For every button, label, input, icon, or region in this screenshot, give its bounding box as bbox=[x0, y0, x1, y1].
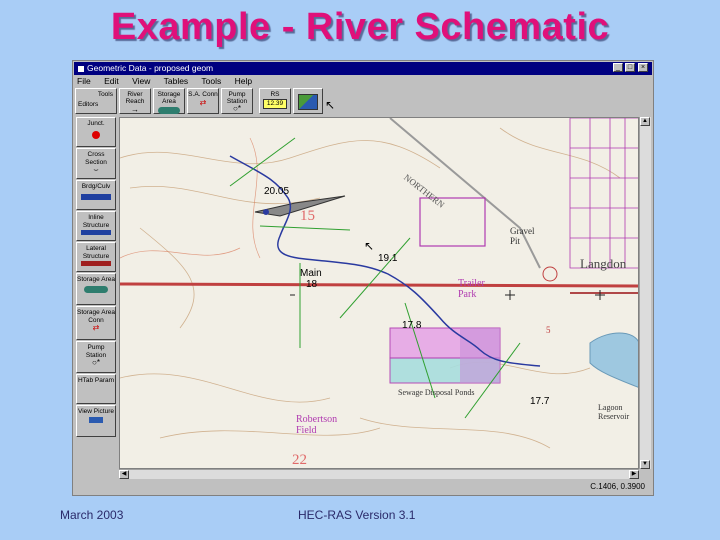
rs-button[interactable] bbox=[259, 88, 291, 114]
pump-icon: ○* bbox=[233, 104, 241, 113]
horizontal-road bbox=[120, 284, 639, 286]
bridge-icon bbox=[81, 194, 111, 200]
lateral-structure-label: Lateral Structure bbox=[82, 245, 110, 260]
coordinate-readout: C.1406, 0.3900 bbox=[590, 482, 645, 491]
scroll-right-arrow[interactable]: ▶ bbox=[629, 470, 639, 479]
app-icon bbox=[78, 66, 84, 72]
vertical-scrollbar[interactable] bbox=[639, 117, 651, 469]
reach-label-main: Main bbox=[300, 268, 322, 279]
map-cursor-icon: ↖ bbox=[364, 239, 375, 253]
view-picture-button[interactable] bbox=[76, 405, 116, 437]
footer-date: March 2003 bbox=[60, 508, 124, 522]
horizontal-scrollbar[interactable] bbox=[119, 469, 639, 479]
storage-area-icon bbox=[158, 107, 180, 114]
picture-button[interactable] bbox=[293, 88, 323, 114]
storage-area-conn-button[interactable] bbox=[76, 306, 116, 340]
cross-section-icon: ⌣ bbox=[93, 165, 99, 174]
storage-area-label: Storage Area bbox=[157, 91, 181, 105]
menu-bar bbox=[77, 76, 263, 87]
inline-structure-label: Inline Structure bbox=[82, 214, 110, 229]
side-pump-icon: ○* bbox=[92, 358, 100, 367]
menu-view[interactable]: View bbox=[132, 76, 151, 86]
junction-marker bbox=[263, 209, 269, 215]
window-titlebar bbox=[74, 62, 652, 75]
schematic-map-canvas[interactable] bbox=[119, 117, 639, 469]
topographic-map bbox=[120, 118, 639, 469]
rs-value: 12.39 bbox=[263, 99, 287, 109]
side-pump-station-button[interactable] bbox=[76, 341, 116, 373]
side-storage-area-icon bbox=[84, 286, 108, 293]
footer-version: HEC-RAS Version 3.1 bbox=[298, 508, 416, 522]
side-storage-area-button[interactable] bbox=[76, 273, 116, 305]
map-highway-label: NORTHERN bbox=[402, 172, 447, 210]
station-label-19-1: 19.1 bbox=[378, 253, 398, 264]
scroll-up-arrow[interactable]: ▲ bbox=[640, 117, 650, 126]
bridge-culvert-button[interactable] bbox=[76, 180, 116, 210]
side-pump-station-label: Pump Station bbox=[85, 344, 107, 359]
pump-station-button[interactable] bbox=[221, 88, 253, 114]
inline-structure-button[interactable] bbox=[76, 211, 116, 241]
lateral-structure-icon bbox=[81, 261, 111, 266]
side-connection-icon: ⇄ bbox=[92, 323, 100, 332]
editors-label: Editors bbox=[78, 101, 99, 108]
river-reach-button[interactable] bbox=[119, 88, 151, 114]
scroll-left-arrow[interactable]: ◀ bbox=[119, 470, 129, 479]
river-reach-label: River Reach bbox=[125, 91, 145, 105]
picture-icon bbox=[298, 94, 318, 110]
junction-icon bbox=[92, 131, 100, 139]
lake bbox=[590, 333, 639, 388]
tools-label: Tools bbox=[97, 91, 113, 98]
menu-tools[interactable]: Tools bbox=[201, 76, 222, 86]
map-section-15: 15 bbox=[300, 208, 315, 224]
storage-area-button[interactable] bbox=[153, 88, 185, 114]
cross-section-label: Cross Section bbox=[85, 151, 107, 166]
rs-label: RS bbox=[270, 91, 280, 98]
geometric-data-window bbox=[72, 60, 654, 496]
station-label-17-7: 17.7 bbox=[530, 396, 550, 407]
menu-file[interactable]: File bbox=[77, 76, 91, 86]
map-label-robertson-field: Robertson Field bbox=[296, 414, 338, 436]
bridge-culvert-label: Brdg/Culv bbox=[81, 183, 111, 190]
junction-label: Junct. bbox=[87, 120, 105, 127]
map-label-lagoon-reservoir: Lagoon Reservoir bbox=[598, 403, 630, 421]
map-label-gravel-pit: Gravel Pit bbox=[510, 226, 535, 246]
sa-conn-button[interactable] bbox=[187, 88, 219, 114]
window-title: Geometric Data - proposed geom bbox=[87, 63, 214, 73]
pump-station-label: Pump Station bbox=[226, 91, 248, 105]
storage-area-conn-label: Storage Area Conn bbox=[77, 309, 115, 324]
arrow-icon: → bbox=[131, 105, 139, 114]
cross-section-button[interactable] bbox=[76, 148, 116, 179]
tools-editors-selector[interactable] bbox=[75, 88, 117, 114]
view-picture-label: View Picture bbox=[77, 408, 114, 415]
map-label-langdon: Langdon bbox=[580, 256, 627, 271]
menu-edit[interactable]: Edit bbox=[104, 76, 119, 86]
htab-param-button[interactable] bbox=[76, 374, 116, 404]
map-section-22: 22 bbox=[292, 452, 307, 468]
minimize-button[interactable]: _ bbox=[613, 63, 623, 72]
route-shield bbox=[543, 267, 557, 281]
map-label-trailer-park: Trailer Park bbox=[458, 278, 485, 300]
langdon-town-grid bbox=[570, 118, 639, 268]
station-label-20-05: 20.05 bbox=[264, 186, 290, 197]
connection-icon: ⇄ bbox=[199, 98, 207, 107]
close-button[interactable]: × bbox=[638, 63, 648, 72]
inline-structure-icon bbox=[81, 230, 111, 235]
lateral-structure-button[interactable] bbox=[76, 242, 116, 272]
map-route-label: 5 bbox=[546, 325, 551, 335]
station-label-17-8: 17.8 bbox=[402, 320, 422, 331]
mouse-cursor-icon: ↖ bbox=[325, 98, 336, 112]
menu-help[interactable]: Help bbox=[234, 76, 253, 86]
map-label-disposal-ponds: Sewage Disposal Ponds bbox=[398, 388, 475, 397]
side-storage-area-label: Storage Area bbox=[77, 276, 115, 283]
slide-title: Example - River Schematic bbox=[110, 6, 610, 48]
station-label-18: 18 bbox=[306, 279, 318, 290]
junction-button[interactable] bbox=[76, 117, 116, 147]
maximize-button[interactable]: □ bbox=[625, 63, 635, 72]
disposal-ponds bbox=[390, 328, 500, 383]
toolbar bbox=[75, 88, 651, 116]
view-picture-icon bbox=[89, 417, 103, 423]
menu-tables[interactable]: Tables bbox=[163, 76, 189, 86]
trailer-park-area bbox=[420, 198, 485, 246]
scroll-down-arrow[interactable]: ▼ bbox=[640, 460, 650, 469]
sa-conn-label: S.A. Conn bbox=[188, 91, 218, 98]
htab-param-label: HTab Param bbox=[77, 377, 115, 384]
